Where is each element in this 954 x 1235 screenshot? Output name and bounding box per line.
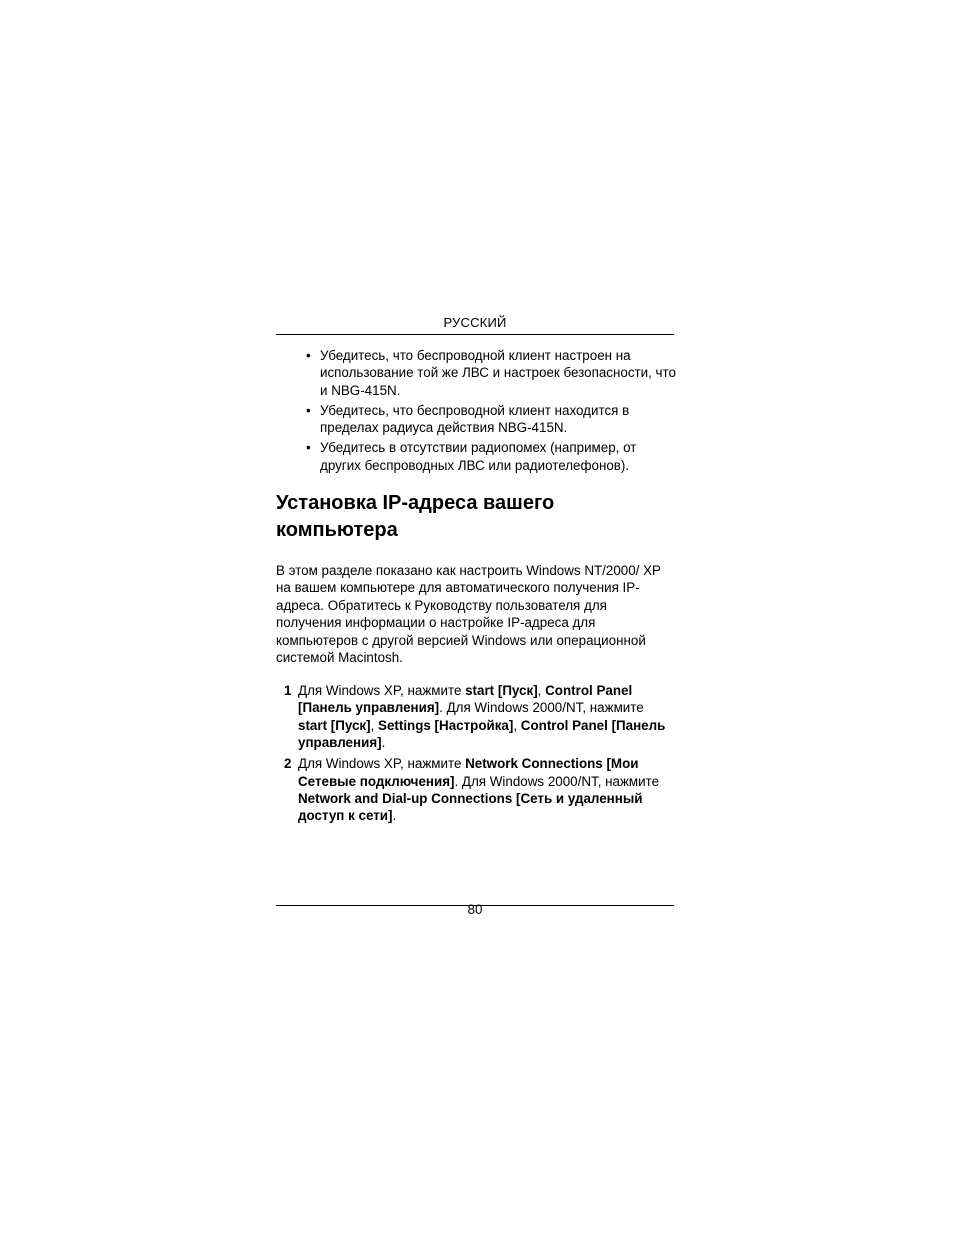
- checklist: [306, 347, 676, 477]
- step-ui-label: Control Panel [Панель управления]: [298, 717, 666, 751]
- step-text-segment: .: [392, 808, 397, 824]
- language-header: РУССКИЙ: [443, 315, 507, 330]
- checklist-item: [306, 439, 676, 474]
- step-text-segment: ,: [513, 717, 521, 733]
- section-intro: В этом разделе показано как настроить Windows NT/2000/ XP на вашем компьютере для автоматического получения IP-адреса. Обратитесь к Руководству пользователя для получения информации о настройке IP-адреса для компьютеров с другой версией Windows или операционной системой Macintosh.: [276, 563, 661, 666]
- manual-page: [276, 0, 674, 1235]
- step-text: [298, 683, 665, 750]
- header-divider: [276, 334, 674, 335]
- step-ui-label: Network Connections [Мои Сетевые подключения]: [298, 756, 639, 789]
- step-text-segment: ,: [537, 683, 546, 698]
- step-text-segment: Для Windows XP, нажмите: [298, 756, 466, 772]
- step-text-segment: .: [381, 735, 386, 751]
- step-text-segment: ,: [370, 717, 379, 733]
- section-heading-line2: компьютера: [276, 519, 398, 541]
- step-text-segment: Для Windows XP, нажмите: [298, 683, 466, 698]
- section-heading: [276, 490, 674, 544]
- step-number: 2: [284, 756, 292, 772]
- step-ui-label: start [Пуск]: [298, 717, 371, 733]
- step-text-segment: . Для Windows 2000/NT, нажмите: [439, 700, 644, 716]
- bullet-icon: •: [306, 348, 311, 363]
- step-item: [276, 755, 676, 825]
- bullet-icon: •: [306, 402, 311, 418]
- checklist-item-text: Убедитесь, что беспроводной клиент настроен на использование той же ЛВС и настроек безопасности, что и NBG-415N.: [320, 348, 676, 398]
- checklist-item: [306, 402, 676, 437]
- section-heading-line1: Установка IP-адреса вашего: [276, 492, 555, 514]
- step-text-segment: . Для Windows 2000/NT, нажмите: [454, 773, 660, 789]
- step-item: [276, 682, 676, 752]
- step-ui-label: Control Panel [Панель управления]: [298, 683, 633, 716]
- step-number: 1: [284, 683, 292, 698]
- step-ui-label: Network and Dial-up Connections [Сеть и удаленный доступ к сети]: [298, 790, 643, 824]
- checklist-item-text: Убедитесь, что беспроводной клиент находится в пределах радиуса действия NBG-415N.: [320, 402, 630, 436]
- step-text: [298, 756, 659, 823]
- steps-list: [276, 682, 676, 828]
- page-number: 80: [467, 902, 483, 917]
- step-ui-label: start [Пуск]: [465, 683, 538, 698]
- checklist-item-text: Убедитесь в отсутствии радиопомех (например, от других беспроводных ЛВС или радиотелефонов).: [320, 440, 637, 473]
- step-ui-label: Settings [Настройка]: [378, 717, 514, 733]
- checklist-item: [306, 347, 676, 399]
- bullet-icon: •: [306, 440, 311, 456]
